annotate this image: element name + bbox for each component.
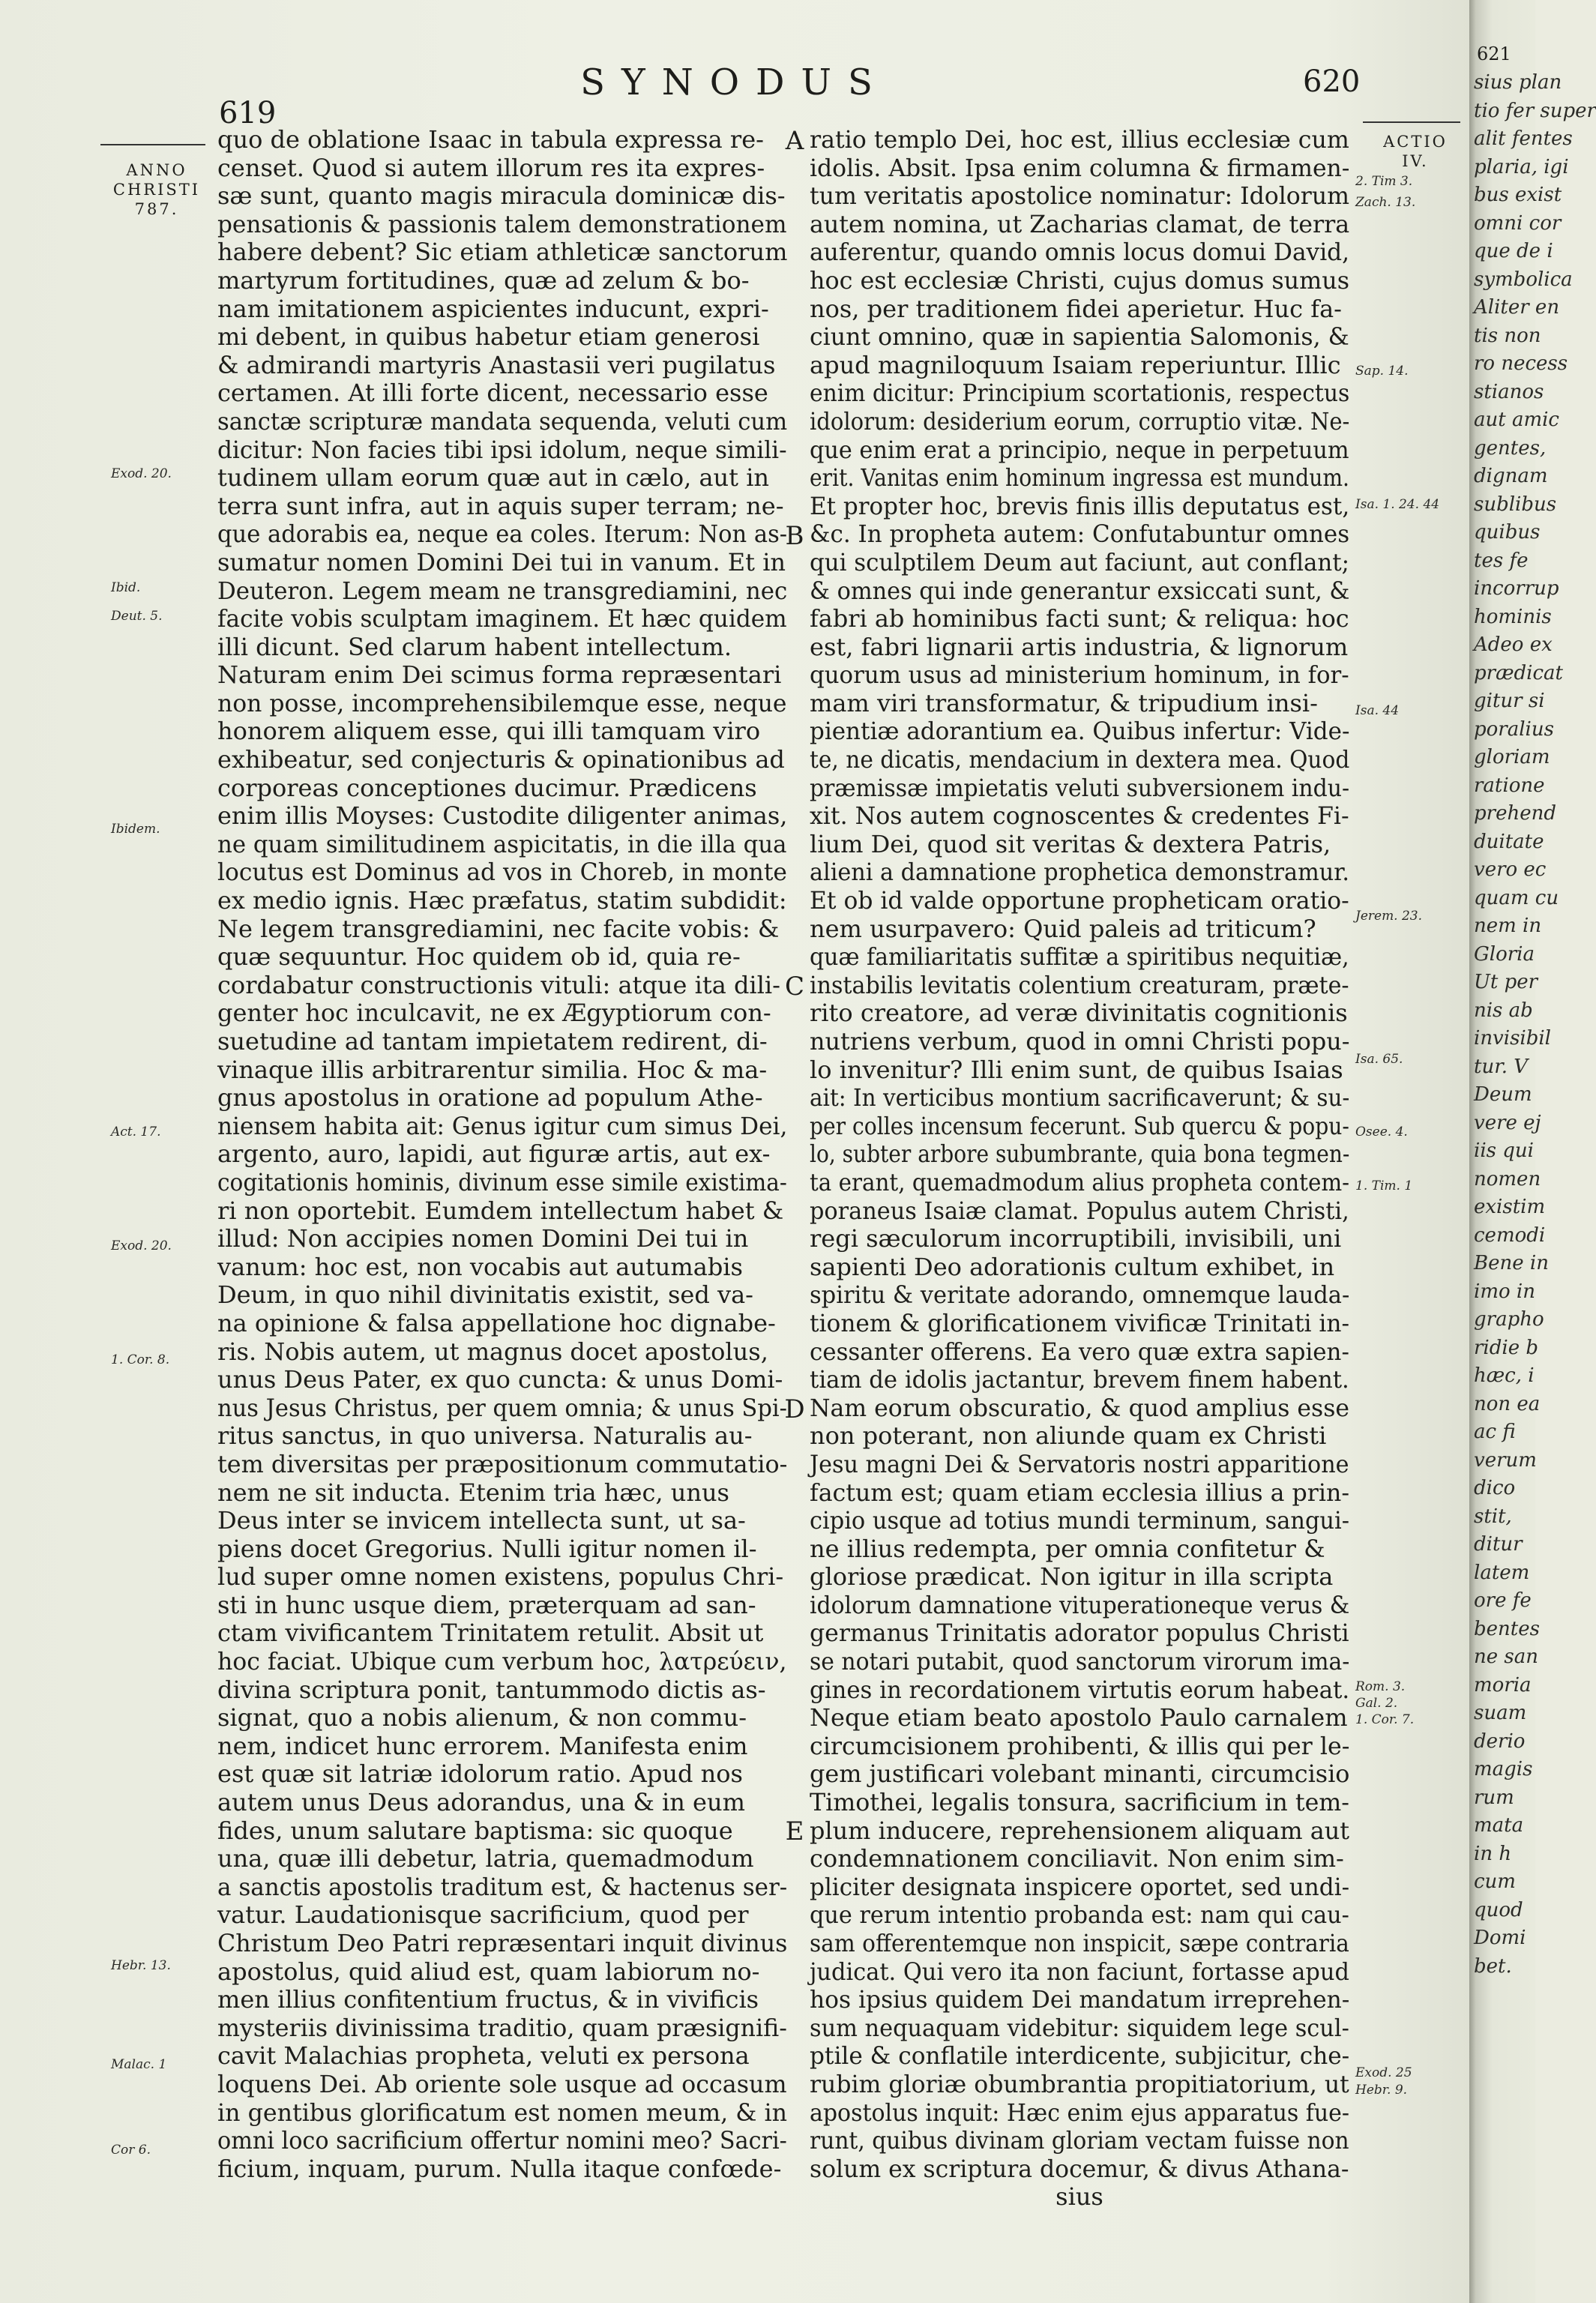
next-page-fragment: quam cu xyxy=(1474,886,1559,909)
text-line: auferentur, quando omnis locus domui David, xyxy=(810,238,1350,267)
text-line: non poterant, non aliunde quam ex Christi xyxy=(810,1421,1327,1451)
text-line: Timothei, legalis tonsura, sacrificium in tem- xyxy=(810,1788,1349,1817)
text-line: locutus est Dominus ad vos in Choreb, in monte xyxy=(217,858,787,887)
text-line: autem unus Deus adorandus, una & in eum xyxy=(217,1788,745,1817)
text-line: pensationis & passionis talem demonstrationem xyxy=(217,209,787,238)
text-line: instabilis levitatis colentium creaturam, præte- xyxy=(810,970,1349,999)
next-page-fragments xyxy=(1474,69,1596,1981)
next-page-fragment: Deum xyxy=(1474,1083,1532,1106)
text-line: nos, per traditionem fidei aperietur. Huc fa- xyxy=(810,294,1342,323)
text-line: suetudine ad tantam impietatem redirent, di- xyxy=(217,1027,768,1056)
next-page-fragment: dico xyxy=(1474,1477,1516,1499)
text-line: gines in recordationem virtutis eorum habeat. xyxy=(810,1675,1350,1704)
next-page-fragment: cum xyxy=(1474,1870,1516,1893)
text-line: fides, unum salutare baptisma: sic quoque xyxy=(217,1816,733,1845)
text-line: præmissæ impietatis veluti subversionem indu- xyxy=(810,773,1350,802)
text-line: honorem aliquem esse, qui illi tamquam viro xyxy=(217,717,761,746)
text-line: sæ sunt, quanto magis miracula dominicæ dis- xyxy=(217,181,786,211)
next-page-fragment: bentes xyxy=(1474,1617,1540,1640)
text-line: idolorum: desiderium eorum, corruptio vitæ. Ne- xyxy=(810,406,1350,436)
text-line: sumatur nomen Domini Dei tui in vanum. Et in xyxy=(217,547,786,576)
text-line: sapienti Deo adorationis cultum exhibet, in xyxy=(810,1252,1335,1281)
next-page-fragment: hominis xyxy=(1474,605,1552,628)
text-line: enim dicitur: Principium scortationis, respectus xyxy=(810,379,1350,408)
next-page-fragment: Gloria xyxy=(1474,942,1535,966)
text-line: plum inducere, reprehensionem aliquam aut xyxy=(810,1816,1350,1845)
next-page-fragment: dignam xyxy=(1474,465,1548,487)
text-line: que enim erat a principio, neque in perpetuum xyxy=(810,435,1349,464)
next-page-fragment: symbolica xyxy=(1474,268,1573,291)
text-line: terra sunt infra, aut in aquis super terram; ne- xyxy=(217,491,784,520)
text-line: spiritu & veritate adorando, omnemque lauda- xyxy=(810,1280,1350,1310)
next-page-fragment: iis qui xyxy=(1474,1140,1534,1162)
text-line: vatur. Laudationisque sacrificium, quod per xyxy=(217,1900,749,1930)
next-page-fragment: latem xyxy=(1474,1561,1530,1584)
page-number-left: 619 xyxy=(219,96,277,130)
text-line: nem ne sit inducta. Etenim tria hæc, unus xyxy=(217,1478,729,1507)
next-page-fragment: derio xyxy=(1474,1729,1526,1753)
text-line: pientiæ adorantium ea. Quibus infertur: Vide- xyxy=(810,717,1350,746)
text-line: idolorum damnatione vituperationeque verus & xyxy=(810,1590,1350,1619)
text-line: mi debent, in quibus habetur etiam generosi xyxy=(217,322,760,352)
section-mark-e: E xyxy=(785,1816,804,1846)
text-line: enim illis Moyses: Custodite diligenter animas, xyxy=(217,801,788,831)
next-page-fragment: poralius xyxy=(1474,717,1554,741)
margin-note: Cor 6. xyxy=(111,2143,151,2158)
margin-note: Rom. 3. xyxy=(1355,1679,1406,1694)
text-line: per colles incensum fecerunt. Sub quercu & popu- xyxy=(810,1111,1349,1140)
text-line: lo, subter arbore subumbrante, quia bona tegmen- xyxy=(810,1140,1350,1169)
text-line: alieni a damnatione prophetica demonstramur. xyxy=(810,858,1349,887)
year-sidebar xyxy=(100,160,213,219)
text-line: lo invenitur? Illi enim sunt, de quibus Isaias xyxy=(810,1055,1343,1084)
next-page-edge xyxy=(1469,0,1596,2303)
text-line: na opinione & falsa appellatione hoc dignabe- xyxy=(217,1308,776,1337)
text-line: ex medio ignis. Hæc præfatus, statim subdidit: xyxy=(217,886,787,915)
next-page-fragment: tio fer super xyxy=(1474,99,1596,122)
text-line: gnus apostolus in oratione ad populum Athe- xyxy=(217,1083,763,1113)
text-line: ratio templo Dei, hoc est, illius ecclesiæ cum xyxy=(810,125,1349,154)
next-page-fragment: stit, xyxy=(1474,1505,1512,1528)
text-line: nus Jesus Christus, per quem omnia; & unus Spi- xyxy=(217,1393,787,1422)
text-line: gloriose prædicat. Non igitur in illa scripta xyxy=(810,1562,1334,1592)
text-line: corporeas conceptiones ducimur. Prædicens xyxy=(217,773,757,802)
text-line: illud: Non accipies nomen Domini Dei tui in xyxy=(217,1224,749,1253)
text-line: Nam eorum obscuratio, & quod amplius esse xyxy=(810,1393,1349,1422)
sidebar-line: ANNO xyxy=(126,161,187,179)
next-page-fragment: bus exist xyxy=(1474,184,1562,206)
margin-note: Deut. 5. xyxy=(111,609,163,624)
text-line: cogitationis hominis, divinum esse simile existima- xyxy=(217,1167,787,1196)
next-page-fragment: invisibil xyxy=(1474,1027,1551,1050)
text-line: nam imitationem aspicientes inducunt, expri- xyxy=(217,294,769,323)
text-line: sum nequaquam videbitur: siquidem lege scul- xyxy=(810,2013,1349,2042)
next-page-fragment: hæc, i xyxy=(1474,1364,1535,1387)
margin-note: Ibidem. xyxy=(111,822,160,837)
text-line: niensem habita ait: Genus igitur cum simus Dei, xyxy=(217,1111,788,1140)
next-page-fragment: Ut per xyxy=(1474,971,1538,993)
next-page-fragment: ne san xyxy=(1474,1646,1538,1668)
next-page-fragment: gitur si xyxy=(1474,690,1545,712)
margin-note: Hebr. 13. xyxy=(111,1958,171,1973)
next-page-fragment: vero ec xyxy=(1474,858,1547,881)
text-line: Deum, in quo nihil divinitatis existit, sed va- xyxy=(217,1280,753,1310)
section-mark-d: D xyxy=(784,1394,805,1424)
text-line: runt, quibus divinam gloriam vectam fuisse non xyxy=(810,2126,1349,2155)
next-page-fragment: incorrup xyxy=(1474,577,1559,600)
text-line: sti in hunc usque diem, præterquam ad san- xyxy=(217,1590,756,1619)
text-line: sam offerentemque non inspicit, sæpe contraria xyxy=(810,1929,1349,1957)
text-line: Et ob id valde opportune propheticam oratio- xyxy=(810,886,1349,915)
text-line: autem nomina, ut Zacharias clamat, de terra xyxy=(810,209,1350,238)
text-line: tiam de idolis jactantur, brevem finem habent. xyxy=(810,1365,1349,1394)
text-line: in gentibus glorificatum est nomen meum, & in xyxy=(217,2098,788,2127)
text-line: judicat. Qui vero ita non faciunt, fortasse apud xyxy=(810,1957,1349,1986)
text-line: ne quam similitudinem aspicitatis, in die illa qua xyxy=(217,829,787,858)
text-line: tionem & glorificationem vivificæ Trinitati in- xyxy=(810,1308,1350,1337)
text-line: exhibeatur, sed conjecturis & opinationibus ad xyxy=(217,745,785,774)
text-line: nem usurpavero: Quid paleis ad triticum? xyxy=(810,914,1316,943)
next-page-fragment: bet. xyxy=(1474,1954,1512,1978)
next-page-fragment: ridie b xyxy=(1474,1336,1538,1359)
text-line: facite vobis sculptam imaginem. Et hæc quidem xyxy=(217,604,787,633)
text-line: Et propter hoc, brevis finis illis deputatus est, xyxy=(810,491,1350,520)
text-line: nutriens verbum, quod in omni Christi popu- xyxy=(810,1027,1350,1056)
text-line: omni loco sacrificium offertur nomini meo? Sacri- xyxy=(217,2126,787,2155)
next-page-fragment: Bene in xyxy=(1474,1252,1549,1274)
next-page-fragment: tur. V xyxy=(1474,1055,1529,1078)
margin-note: Isa. 44 xyxy=(1355,703,1400,718)
text-line: germanus Trinitatis adorator populus Christi xyxy=(810,1619,1349,1648)
next-page-fragment: moria xyxy=(1474,1673,1532,1697)
text-line: Jesu magni Dei & Servatoris nostri apparitione xyxy=(810,1449,1349,1478)
next-page-fragment: in h xyxy=(1474,1842,1512,1865)
text-line: est, fabri lignarii artis industria, & lignorum xyxy=(810,632,1349,661)
text-line: lud super omne nomen existens, populus Chri- xyxy=(217,1562,784,1592)
text-line: non posse, incomprehensibilemque esse, neque xyxy=(217,688,787,717)
section-mark-b: B xyxy=(785,521,804,551)
text-line: apostolus, quid aliud est, quam labiorum no- xyxy=(217,1957,760,1986)
text-line: cipio usque ad totius mundi terminum, sangui- xyxy=(810,1506,1349,1535)
text-line-final: sius xyxy=(1056,2182,1103,2212)
next-page-fragment: ore fe xyxy=(1474,1589,1532,1612)
margin-note: Exod. 25 xyxy=(1355,2065,1412,2080)
text-line: regi sæculorum incorruptibili, invisibili, uni xyxy=(810,1224,1342,1253)
next-page-fragment: Aliter en xyxy=(1474,296,1560,319)
next-page-fragment: magis xyxy=(1474,1758,1533,1780)
text-line: est quæ sit latriæ idolorum ratio. Apud nos xyxy=(217,1759,743,1789)
text-line: Deus inter se invicem intellecta sunt, ut sa- xyxy=(217,1506,746,1535)
page-number-right: 620 xyxy=(1303,64,1361,99)
text-line: ne illius redempta, per omnia confitetur & xyxy=(810,1534,1325,1563)
margin-note: Act. 17. xyxy=(111,1125,161,1140)
text-line: &c. In propheta autem: Confutabuntur omnes xyxy=(810,520,1350,549)
text-line: men illius confitentium fructus, & in vivificis xyxy=(217,1985,759,2014)
next-page-fragment: gloriam xyxy=(1474,746,1550,768)
text-line: ait: In verticibus montium sacrificaverunt; & su- xyxy=(810,1083,1350,1113)
margin-note: Ibid. xyxy=(111,580,141,595)
sidebar-rule-left xyxy=(100,144,205,145)
next-page-fragment: que de i xyxy=(1474,240,1553,262)
next-page-fragment: quibus xyxy=(1474,521,1541,544)
margin-note: Hebr. 9. xyxy=(1355,2083,1408,2098)
next-page-fragment: aut amic xyxy=(1474,409,1559,431)
section-mark-c: C xyxy=(784,972,804,1002)
next-page-fragment: plaria, igi xyxy=(1474,155,1569,178)
text-line: quo de oblatione Isaac in tabula expressa re- xyxy=(217,125,764,154)
text-line: ciunt omnino, quæ in sapientia Salomonis, & xyxy=(810,322,1349,352)
margin-note: Isa. 65. xyxy=(1355,1052,1403,1067)
text-line: rito creatore, ad veræ divinitatis cognitionis xyxy=(810,999,1348,1028)
sidebar-line: IV. xyxy=(1402,152,1429,170)
next-page-fragment: gentes, xyxy=(1474,436,1547,460)
text-line: tudinem ullam eorum quæ aut in cælo, aut in xyxy=(217,463,770,493)
next-page-fragment: alit fentes xyxy=(1474,127,1573,150)
text-line: hos ipsius quidem Dei mandatum irreprehen- xyxy=(810,1985,1350,2014)
text-line: habere debent? Sic etiam athleticæ sanctorum xyxy=(217,238,788,267)
text-line: martyrum fortitudines, quæ ad zelum & bo- xyxy=(217,265,750,295)
margin-note: Gal. 2. xyxy=(1355,1696,1398,1711)
text-line: & admirandi martyris Anastasii veri pugilatus xyxy=(217,350,776,379)
next-page-fragment: prehend xyxy=(1474,802,1556,825)
margin-note: 1. Tim. 1 xyxy=(1355,1178,1413,1193)
text-line: xit. Nos autem cognoscentes & credentes Fi- xyxy=(810,801,1349,831)
text-line: qui sculptilem Deum aut faciunt, aut conflant; xyxy=(810,547,1350,576)
text-line: pliciter designata inspicere oportet, sed undi- xyxy=(810,1872,1350,1901)
text-line: quorum usus ad ministerium hominum, in for- xyxy=(810,660,1349,690)
margin-note: Osee. 4. xyxy=(1355,1125,1408,1140)
text-line: se notari putabit, quod sanctorum virorum ima- xyxy=(810,1647,1350,1676)
text-line: circumcisionem prohibenti, & illis qui per le- xyxy=(810,1731,1350,1760)
next-page-fragment: Domi xyxy=(1474,1927,1526,1949)
next-page-fragment: ro necess xyxy=(1474,352,1568,375)
next-page-fragment: vere ej xyxy=(1474,1111,1541,1134)
text-line: hoc est ecclesiæ Christi, cujus domus sumus xyxy=(810,265,1350,295)
next-page-fragment: suam xyxy=(1474,1702,1527,1724)
text-line: nem, indicet hunc errorem. Manifesta enim xyxy=(217,1731,748,1760)
next-page-fragment: imo in xyxy=(1474,1280,1535,1303)
text-line: & omnes qui inde generantur exsiccati sunt, & xyxy=(810,576,1350,605)
next-page-fragment: ac fi xyxy=(1474,1421,1516,1443)
text-line: censet. Quod si autem illorum res ita expres- xyxy=(217,153,765,182)
text-line: Naturam enim Dei scimus forma repræsentari xyxy=(217,660,782,690)
margin-note: Malac. 1 xyxy=(111,2057,167,2072)
text-line: Neque etiam beato apostolo Paulo carnalem xyxy=(810,1703,1348,1732)
text-line: hoc faciat. Ubique cum verbum hoc, λατρεύειν, xyxy=(217,1647,787,1676)
next-page-fragment: grapho xyxy=(1474,1308,1544,1331)
text-line: lium Dei, quod sit veritas & dextera Patris, xyxy=(810,829,1331,858)
next-page-fragment: sublibus xyxy=(1474,493,1557,516)
text-line: sanctæ scripturæ mandata sequenda, veluti cum xyxy=(217,406,788,436)
next-page-fragment: nis ab xyxy=(1474,999,1533,1022)
next-page-number: 621 xyxy=(1477,43,1511,64)
margin-note: Sap. 14. xyxy=(1355,364,1409,379)
text-line: loquens Dei. Ab oriente sole usque ad occasum xyxy=(217,2069,787,2098)
next-page-fragment: existim xyxy=(1474,1196,1546,1218)
next-page-fragment: ratione xyxy=(1474,774,1545,797)
text-line: illi dicunt. Sed clarum habent intellectum. xyxy=(217,632,732,661)
text-line: ficium, inquam, purum. Nulla itaque confœde- xyxy=(217,2154,782,2183)
text-line: fabri ab hominibus facti sunt; & reliqua: hoc xyxy=(810,604,1349,633)
margin-note: Zach. 13. xyxy=(1355,195,1416,210)
next-page-fragment: duitate xyxy=(1474,830,1544,853)
next-page-fragment: tis non xyxy=(1474,324,1541,347)
text-line: ri non oportebit. Eumdem intellectum habet & xyxy=(217,1196,784,1225)
text-column-right xyxy=(810,126,1349,2225)
next-page-fragment: sius plan xyxy=(1474,71,1562,94)
text-line: a sanctis apostolis traditum est, & hactenus ser- xyxy=(217,1872,788,1901)
text-line: Ne legem transgrediamini, nec facite vobis: & xyxy=(217,914,780,943)
text-column-left xyxy=(217,126,787,2225)
margin-note: 2. Tim 3. xyxy=(1355,174,1413,189)
text-line: poraneus Isaiæ clamat. Populus autem Christi, xyxy=(810,1196,1349,1225)
text-line: vinaque illis arbitrarentur similia. Hoc & ma- xyxy=(217,1055,768,1084)
next-page-fragment: stianos xyxy=(1474,380,1544,403)
text-line: ptile & conflatile interdicente, subjicitur, che- xyxy=(810,2041,1350,2071)
margin-note: Jerem. 23. xyxy=(1355,909,1423,924)
text-line: ta erant, quemadmodum alius propheta contem- xyxy=(810,1167,1350,1196)
text-line: quæ sequuntur. Hoc quidem ob id, quia re- xyxy=(217,942,741,972)
text-line: ris. Nobis autem, ut magnus docet apostolus, xyxy=(217,1337,768,1366)
text-line: que adorabis ea, neque ea coles. Iterum: Non as- xyxy=(217,520,788,549)
text-line: vanum: hoc est, non vocabis aut autumabis xyxy=(217,1252,743,1281)
text-line: mam viri transformatur, & tripudium insi- xyxy=(810,688,1318,717)
text-line: una, quæ illi debetur, latria, quemadmodum xyxy=(217,1844,754,1873)
text-line: cavit Malachias propheta, veluti ex persona xyxy=(217,2041,750,2071)
next-page-fragment: quod xyxy=(1474,1898,1523,1921)
section-mark-a: A xyxy=(785,126,804,156)
next-page-fragment: ditur xyxy=(1474,1533,1523,1556)
text-line: ritus sanctus, in quo universa. Naturalis au- xyxy=(217,1421,753,1451)
text-line: ctam vivificantem Trinitatem retulit. Absit ut xyxy=(217,1619,764,1648)
next-page-fragment: tes fe xyxy=(1474,549,1529,572)
text-line: que rerum intentio probanda est: nam qui cau- xyxy=(810,1900,1349,1930)
text-line: tum veritatis apostolice nominatur: Idolorum xyxy=(810,181,1350,211)
next-page-fragment: cemodi xyxy=(1474,1223,1546,1247)
text-line: condemnationem conciliavit. Non enim sim- xyxy=(810,1844,1344,1873)
next-page-fragment: mata xyxy=(1474,1814,1524,1837)
text-line: mysteriis divinissima traditio, quam præsignifi- xyxy=(217,2013,787,2042)
next-page-fragment: omni cor xyxy=(1474,211,1562,235)
text-line: signat, quo a nobis alienum, & non commu- xyxy=(217,1703,747,1732)
text-line: quæ familiaritatis suffitæ a spiritibus nequitiæ, xyxy=(810,942,1349,972)
next-page-fragment: rum xyxy=(1474,1786,1514,1809)
text-line: apud magniloquum Isaiam reperiuntur. Illic xyxy=(810,350,1341,379)
text-line: tem diversitas per præpositionum commutatio- xyxy=(217,1449,788,1478)
margin-note: Isa. 1. 24. 44 xyxy=(1355,497,1440,512)
text-line: genter hoc inculcavit, ne ex Ægyptiorum con- xyxy=(217,999,771,1028)
text-line: Christum Deo Patri repræsentari inquit divinus xyxy=(217,1929,788,1957)
text-line: idolis. Absit. Ipsa enim columna & firmamen- xyxy=(810,153,1350,182)
text-line: Deuteron. Legem meam ne transgrediamini, nec xyxy=(217,576,788,605)
text-line: unus Deus Pater, ex quo cuncta: & unus Domi- xyxy=(217,1365,783,1394)
text-line: piens docet Gregorius. Nulli igitur nomen il- xyxy=(217,1534,757,1563)
margin-note: Exod. 20. xyxy=(111,1238,172,1253)
text-line: certamen. At illi forte dicent, necessario esse xyxy=(217,379,768,408)
margin-note: 1. Cor. 8. xyxy=(111,1352,170,1367)
next-page-fragment: verum xyxy=(1474,1448,1537,1472)
sidebar-line: 787. xyxy=(134,200,179,218)
next-page-fragment: prædicat xyxy=(1474,661,1563,684)
next-page-fragment: nem in xyxy=(1474,915,1542,937)
text-line: cessanter offerens. Ea vero quæ extra sapien- xyxy=(810,1337,1349,1366)
next-page-fragment: nomen xyxy=(1474,1167,1541,1190)
text-line: gem justificari volebant minanti, circumcisio xyxy=(810,1759,1350,1789)
sidebar-line: ACTIO xyxy=(1383,133,1448,151)
text-line: te, ne dicatis, mendacium in dextera mea. Quod xyxy=(810,745,1350,774)
text-line: erit. Vanitas enim hominum ingressa est mundum. xyxy=(810,463,1349,493)
text-line: rubim gloriæ obumbrantia propitiatorium, ut xyxy=(810,2069,1349,2098)
text-line: argento, auro, lapidi, aut figuræ artis, aut ex- xyxy=(217,1140,771,1169)
next-page-fragment: Adeo ex xyxy=(1474,633,1553,656)
text-line: divina scriptura ponit, tantummodo dictis as- xyxy=(217,1675,766,1704)
text-line: dicitur: Non facies tibi ipsi idolum, neque simili- xyxy=(217,435,787,464)
next-page-fragment: non ea xyxy=(1474,1392,1541,1415)
sidebar-line: CHRISTI xyxy=(112,181,201,199)
margin-note: Exod. 20. xyxy=(111,466,172,481)
text-line: solum ex scriptura docemur, & divus Athana- xyxy=(810,2154,1349,2183)
text-line: factum est; quam etiam ecclesia illius a prin- xyxy=(810,1478,1349,1507)
text-line: apostolus inquit: Hæc enim ejus apparatus fue- xyxy=(810,2098,1349,2127)
actio-sidebar xyxy=(1363,132,1468,171)
running-title: SYNODUS xyxy=(580,61,889,103)
text-line: cordabatur constructionis vituli: atque ita dili- xyxy=(217,970,780,999)
margin-note: 1. Cor. 7. xyxy=(1355,1712,1415,1727)
sidebar-rule-right xyxy=(1363,121,1460,123)
